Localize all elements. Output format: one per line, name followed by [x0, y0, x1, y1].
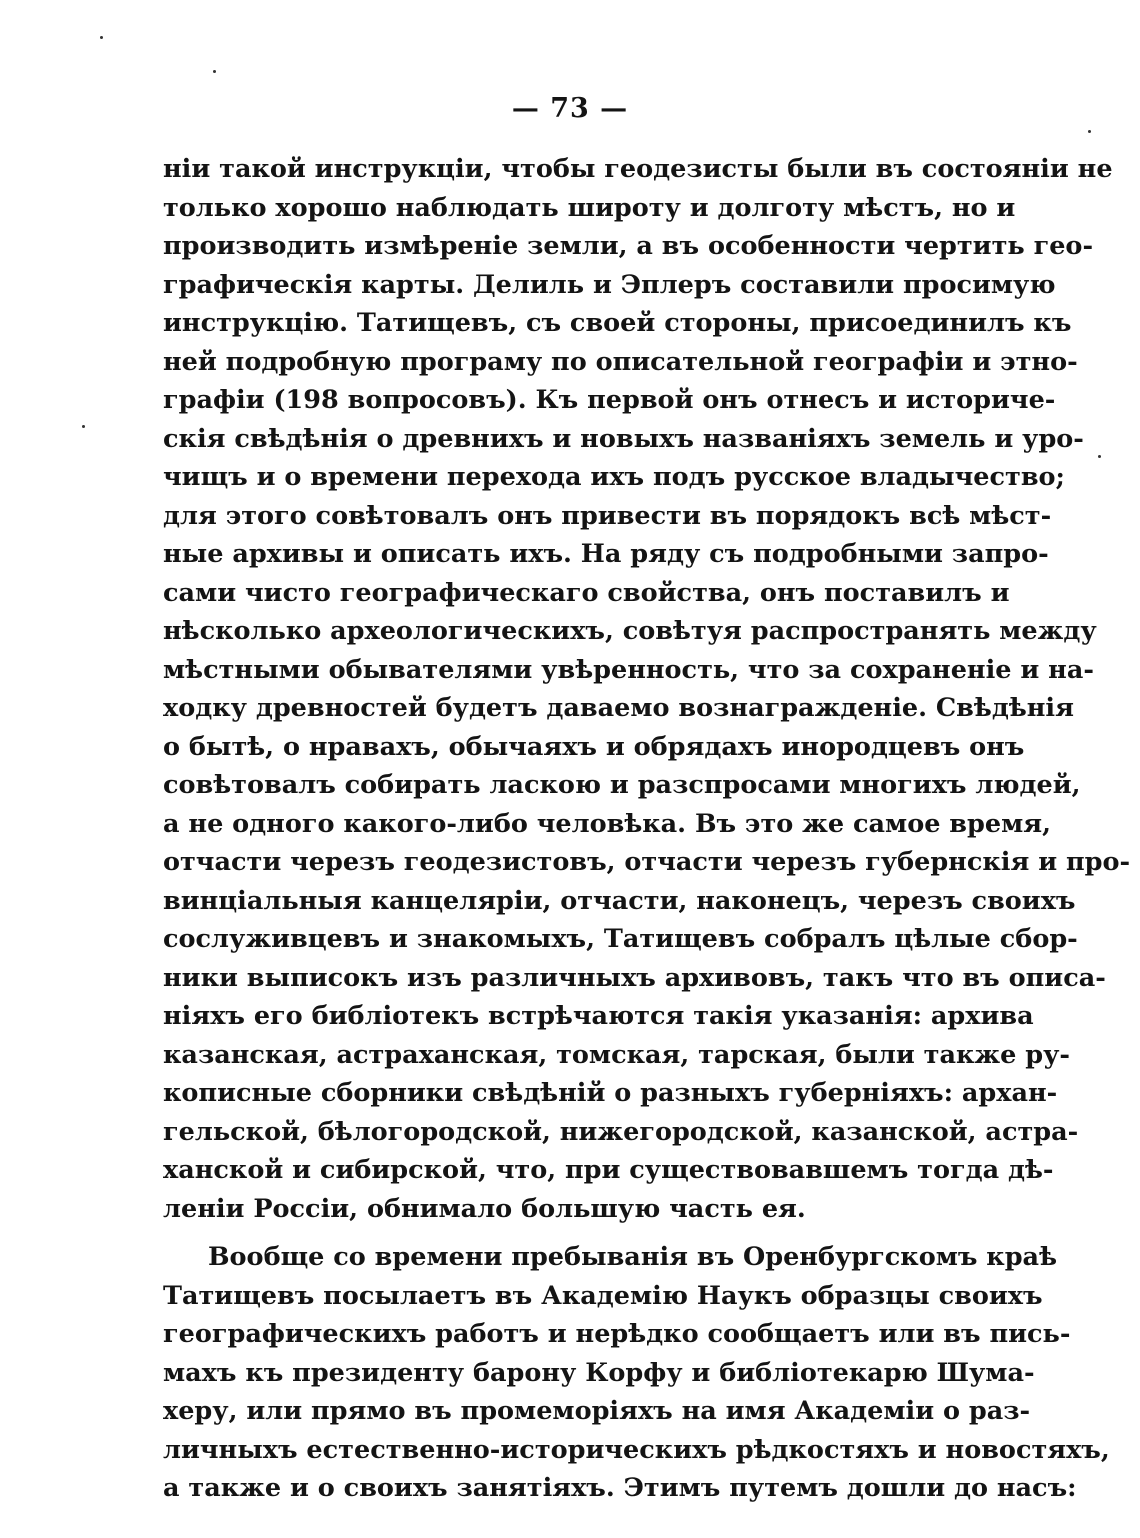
text-line: сослуживцевъ и знакомыхъ, Татищевъ собралъ цѣлые сбор- [163, 924, 1078, 954]
text-line: мѣстными обывателями увѣренность, что за сохраненіе и на- [163, 654, 1094, 685]
text-line: нѣсколько археологическихъ, совѣтуя распространять между [163, 616, 1097, 646]
text-line: ходку древностей будетъ даваемо вознагражденіе. Свѣдѣнія [163, 693, 1074, 723]
text-line: графическія карты. Делиль и Эплеръ составили просимую [163, 269, 1056, 300]
text-line: инструкцію. Татищевъ, съ своей стороны, присоединилъ къ [163, 308, 1072, 338]
text-line: чищъ и о времени перехода ихъ подъ русское владычество; [163, 462, 1065, 492]
text-line: ники выписокъ изъ различныхъ архивовъ, такъ что въ описа- [163, 962, 1106, 993]
scan-speck [213, 70, 216, 73]
text-line: для этого совѣтовалъ онъ привести въ порядокъ всѣ мѣст- [163, 500, 1052, 531]
text-line: кописные сборники свѣдѣній о разныхъ губерніяхъ: архан- [163, 1078, 1058, 1108]
text-line: а также и о своихъ занятіяхъ. Этимъ путемъ дошли до насъ: [163, 1473, 1077, 1503]
text-line: производить измѣреніе земли, а въ особенности чертить гео- [163, 231, 1094, 261]
text-line: ніяхъ его библіотекъ встрѣчаются такія указанія: архива [163, 1001, 1034, 1031]
text-line: скія свѣдѣнія о древнихъ и новыхъ названіяхъ земель и уро- [163, 423, 1084, 454]
paragraph [163, 1238, 1110, 1508]
scan-speck [100, 36, 103, 39]
text-line: винціальныя канцеляріи, отчасти, наконецъ, черезъ своихъ [163, 885, 1076, 916]
page-number: — 73 — [511, 93, 629, 124]
text-line: личныхъ естественно-историческихъ рѣдкостяхъ и новостяхъ, [163, 1434, 1110, 1465]
text-line: ханской и сибирской, что, при существовавшемъ тогда дѣ- [163, 1155, 1054, 1185]
text-line: ніи такой инструкціи, чтобы геодезисты были въ состояніи не [163, 154, 1113, 184]
text-line: Вообще со времени пребыванія въ Оренбургскомъ краѣ [208, 1242, 1057, 1272]
text-line: махъ къ президенту барону Корфу и библіотекарю Шума- [163, 1357, 1035, 1388]
scan-speck [1098, 455, 1101, 458]
text-line: херу, или прямо въ промеморіяхъ на имя Академіи о раз- [163, 1396, 1031, 1426]
text-line: гельской, бѣлогородской, нижегородской, казанской, астра- [163, 1116, 1079, 1147]
scan-speck [82, 425, 85, 428]
text-line: сами чисто географическаго свойства, онъ поставилъ и [163, 577, 1010, 608]
text-line: совѣтовалъ собирать ласкою и разспросами многихъ людей, [163, 770, 1081, 800]
text-line: леніи Россіи, обнимало большую часть ея. [163, 1193, 806, 1224]
paragraph-gap [163, 1228, 968, 1238]
text-line: графіи (198 вопросовъ). Къ первой онъ отнесъ и историче- [163, 385, 1056, 415]
text-line: а не одного какого-либо человѣка. Въ это же самое время, [163, 808, 1051, 839]
text-line: только хорошо наблюдать широту и долготу мѣстъ, но и [163, 192, 1016, 223]
scan-speck [1088, 130, 1091, 133]
text-line: ней подробную програму по описательной географіи и этно- [163, 346, 1078, 377]
text-line: ные архивы и описать ихъ. На ряду съ подробными запро- [163, 539, 1049, 569]
text-line: казанская, астраханская, томская, тарская, были также ру- [163, 1039, 1071, 1070]
text-line: Татищевъ посылаетъ въ Академію Наукъ образцы своихъ [163, 1280, 1043, 1311]
text-line: о бытѣ, о нравахъ, обычаяхъ и обрядахъ инородцевъ онъ [163, 731, 1025, 762]
paragraph [163, 150, 1131, 1228]
text-line: географическихъ работъ и нерѣдко сообщаетъ или въ пись- [163, 1319, 1071, 1349]
body-text [163, 150, 1131, 1508]
text-line: отчасти черезъ геодезистовъ, отчасти черезъ губернскія и про- [163, 847, 1131, 877]
